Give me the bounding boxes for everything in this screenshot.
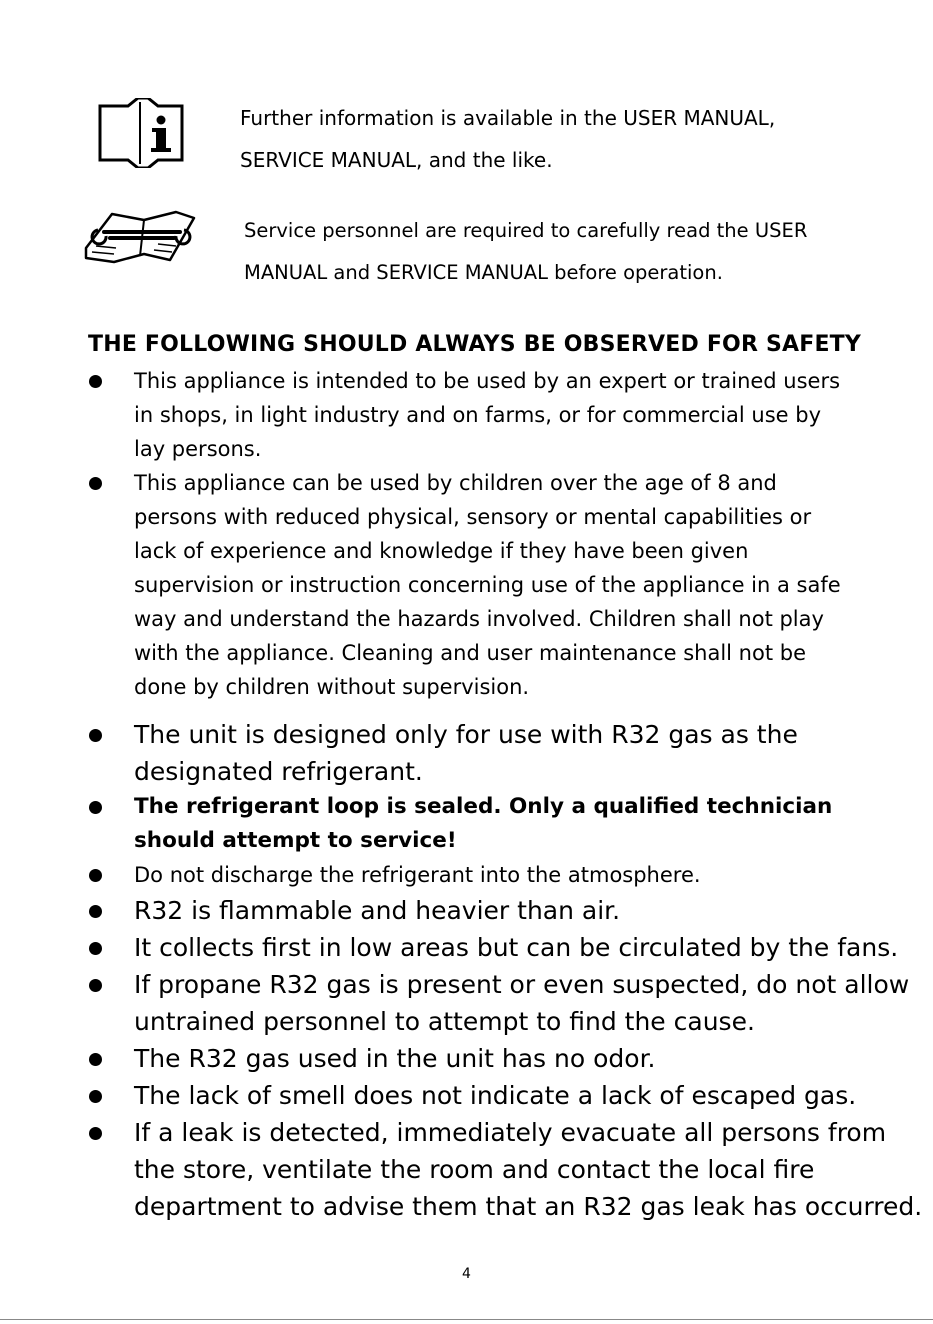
service-note: [244, 210, 807, 294]
safety-heading: THE FOLLOWING SHOULD ALWAYS BE OBSERVED FOR SAFETY: [88, 332, 862, 357]
page-number: 4: [462, 1266, 471, 1282]
bullet-icon: [89, 942, 102, 955]
info-line-1: Further information is available in the USER MANUAL,: [240, 106, 776, 130]
list-item: This appliance is intended to be used by an expert or trained users in shops, in light industry and on farms, or for commercial use by lay persons.: [0, 364, 933, 466]
list-item: The lack of smell does not indicate a lack of escaped gas.: [0, 1077, 933, 1114]
bullet-icon: [89, 1127, 102, 1140]
bullet-icon: [89, 801, 102, 814]
bullet-icon: [89, 979, 102, 992]
bullet-icon: [89, 1090, 102, 1103]
page-divider: [0, 1319, 933, 1320]
service-line-1: Service personnel are required to carefully read the USER: [244, 219, 808, 242]
bullet-icon: [89, 729, 102, 742]
list-item: It collects first in low areas but can be circulated by the fans.: [0, 929, 933, 966]
list-item: The unit is designed only for use with R32 gas as the designated refrigerant.: [0, 716, 933, 790]
list-item: The R32 gas used in the unit has no odor.: [0, 1040, 933, 1077]
list-item: R32 is flammable and heavier than air.: [0, 892, 933, 929]
list-item: If a leak is detected, immediately evacuate all persons from the store, ventilate the room and contact the local fire department to advise them that an R32 gas leak has occurred.: [0, 1114, 933, 1225]
list-item: If propane R32 gas is present or even suspected, do not allow untrained personnel to attempt to find the cause.: [0, 966, 933, 1040]
bullet-icon: [89, 905, 102, 918]
service-manual-wrench-icon: [84, 208, 200, 268]
bullet-icon: [89, 1053, 102, 1066]
info-line-2: SERVICE MANUAL, and the like.: [240, 148, 553, 172]
manual-info-icon: [94, 98, 186, 168]
bullet-icon: [89, 375, 102, 388]
info-note: [240, 97, 775, 181]
safety-list: [0, 364, 933, 1225]
list-item: The refrigerant loop is sealed. Only a qualified technician should attempt to service!: [0, 790, 933, 858]
service-line-2: MANUAL and SERVICE MANUAL before operation.: [244, 261, 723, 284]
bullet-icon: [89, 869, 102, 882]
list-item: This appliance can be used by children over the age of 8 and persons with reduced physical, sensory or mental capabilities or lack of experience and knowledge if they have been given supervision or instruction concerning use of the appliance in a safe way and understand the hazards involved. Children shall not play with the appliance. Cleaning and user maintenance shall not be done by children without supervision.: [0, 466, 933, 704]
bullet-icon: [89, 477, 102, 490]
list-item: Do not discharge the refrigerant into the atmosphere.: [0, 858, 933, 892]
